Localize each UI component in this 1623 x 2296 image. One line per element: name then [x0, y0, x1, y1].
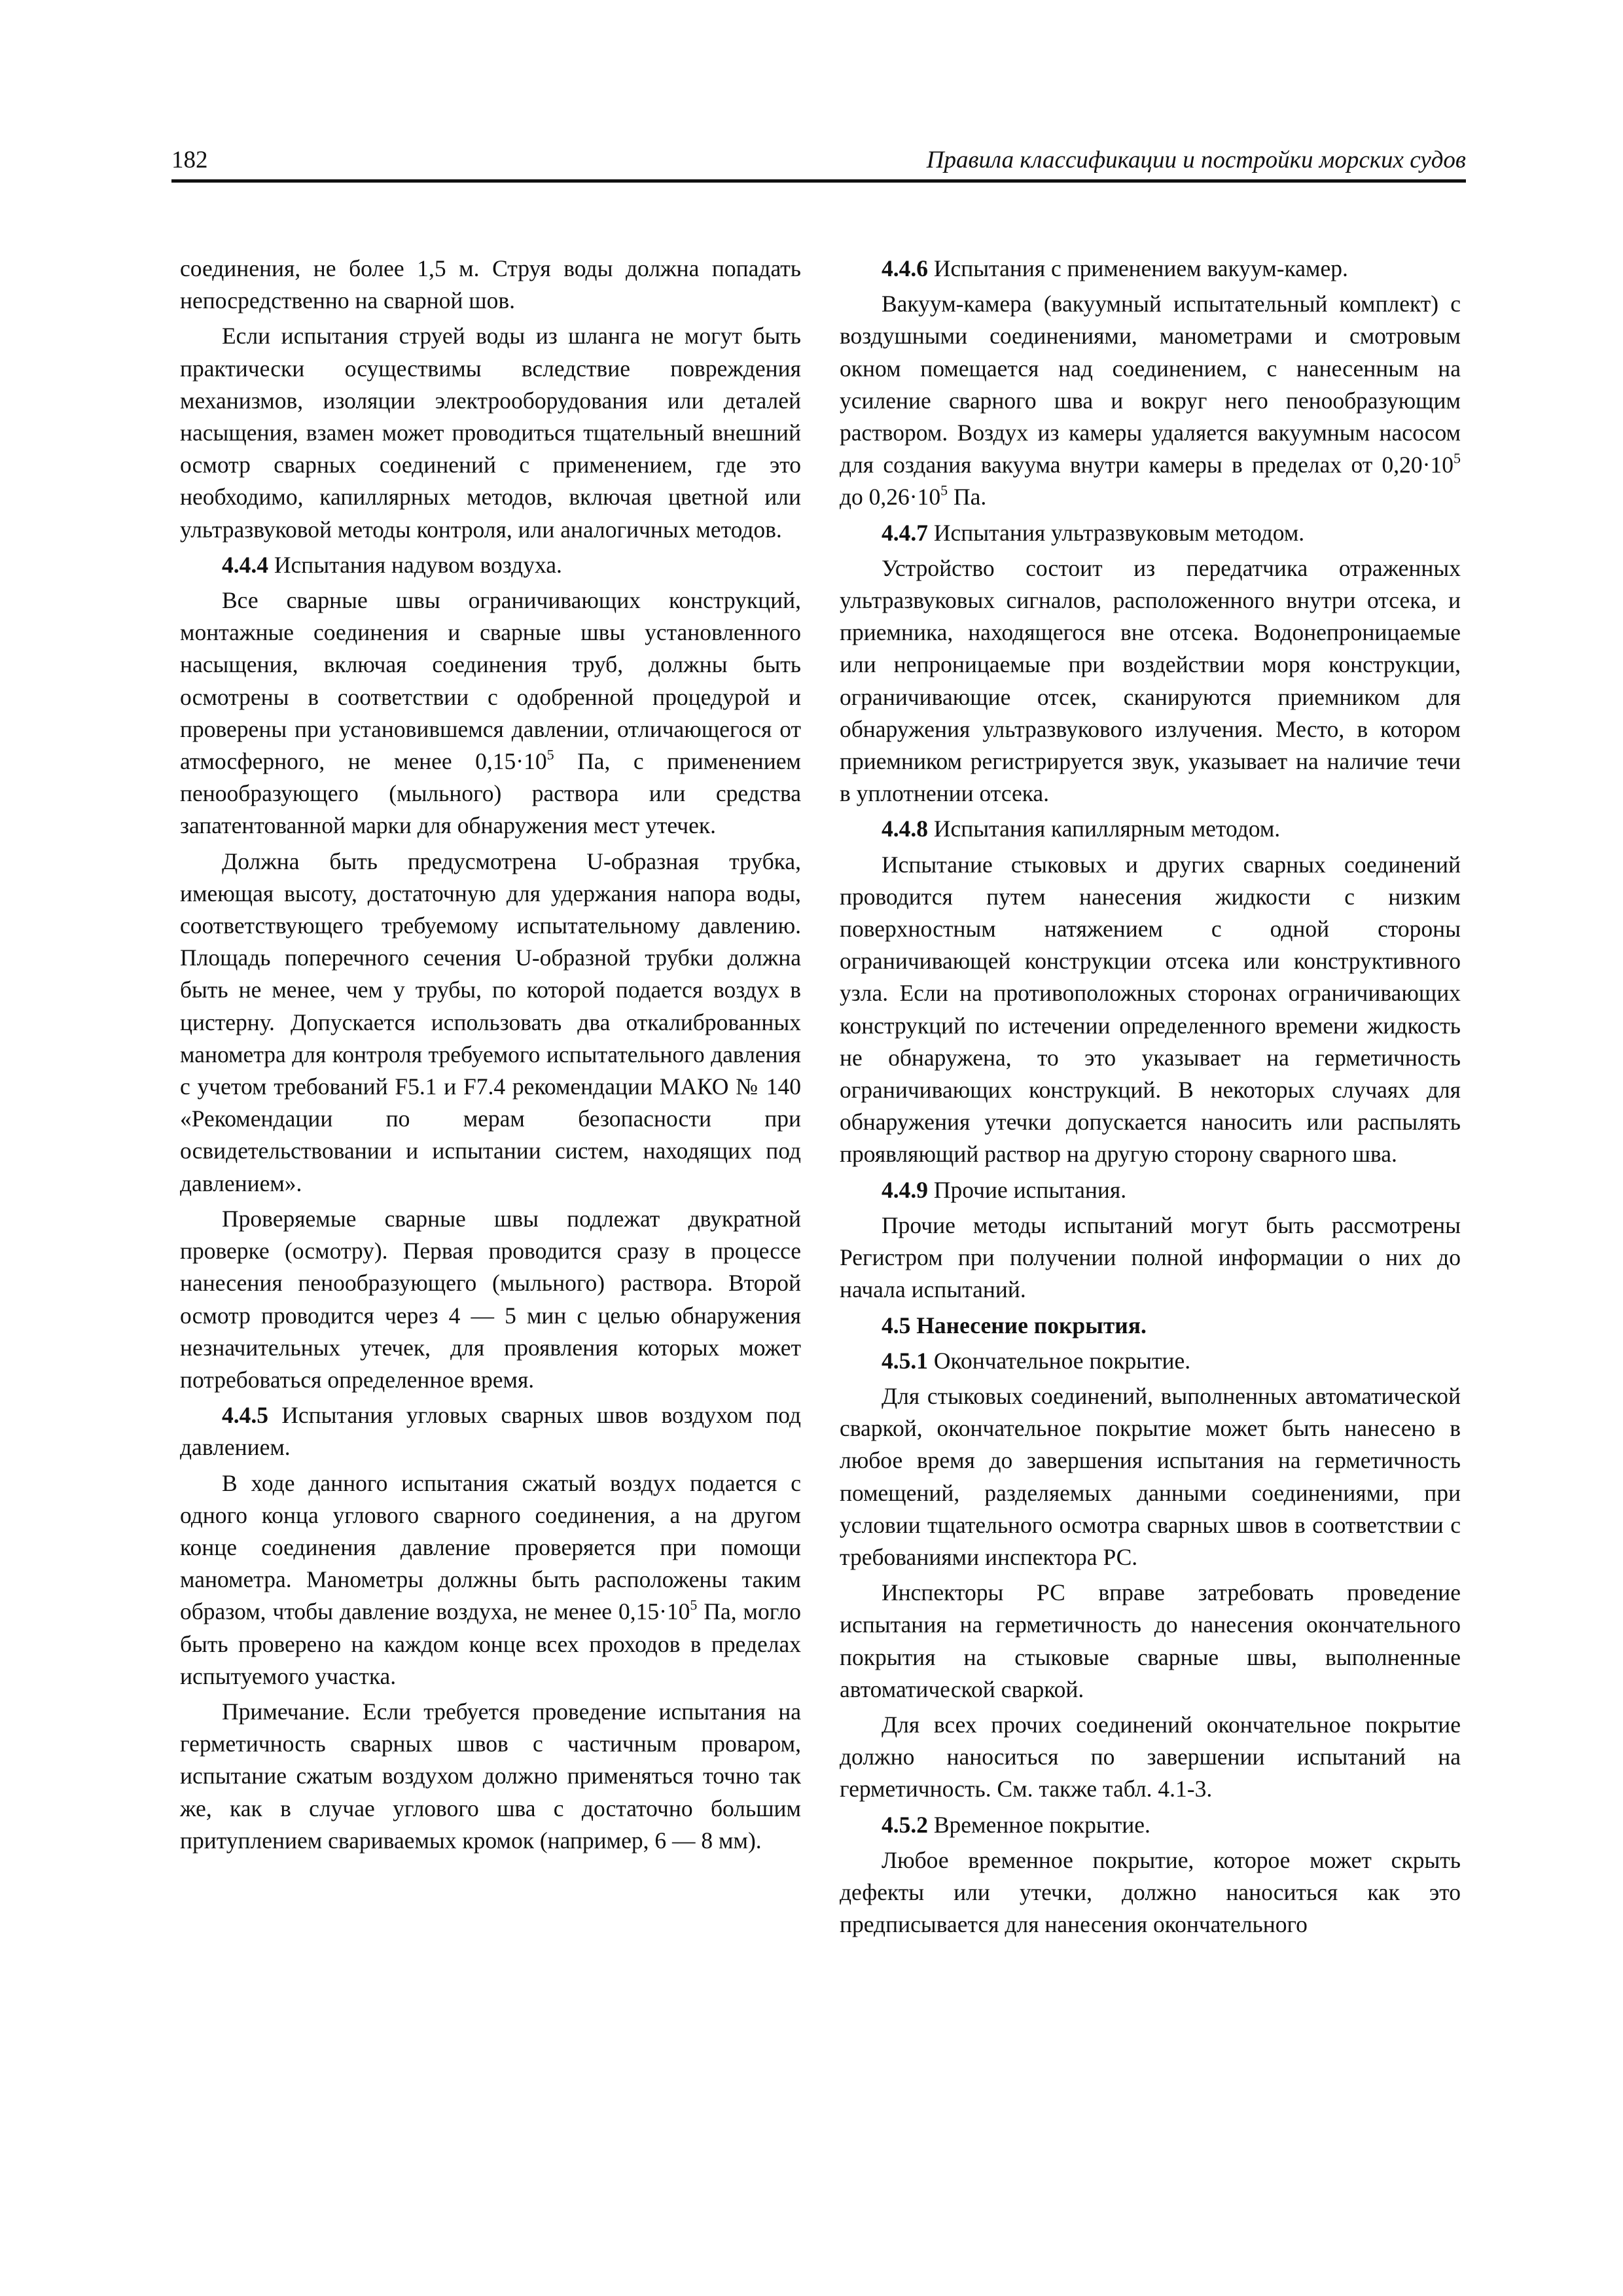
section-number: 4.4.8	[882, 816, 928, 842]
section-heading-4-4-6	[840, 253, 1461, 285]
paragraph: Испытание стыковых и других сварных соединений проводится путем нанесения жидкости с низким поверхностным натяжением с одной стороны ограничивающей конструкции отсека или конструктивного узла. Если на противоположных сторонах ограничивающих конструкций по истечении определенного времени жидкость не обнаружена, то это указывает на герметичность ограничивающих конструкций. В некоторых случаях для обнаружения утечки допускается наносить или распылять проявляющий раствор на другую сторону сварного шва.	[840, 851, 1461, 1168]
section-number: 4.5.2	[882, 1811, 928, 1838]
section-number: 4.4.6	[882, 255, 928, 281]
section-title: Испытания капиллярным методом.	[928, 816, 1281, 842]
paragraph: Все сварные швы ограничивающих конструкций, монтажные соединения и сварные швы установленного насыщения, включая соединения труб, должны быть осмотрены в соответствии с одобренной процедурой и проверены при установившемся давлении, отличающегося от атмосферного, не менее $0,15\cdot 10^5$ Па, с применением пенообразующего (мыльного) раствора или средства запатентованной марки для обнаружения мест утечек.	[180, 587, 802, 839]
section-title: Испытания ультразвуковым методом.	[928, 519, 1305, 546]
section-heading-4-4-8	[840, 813, 1461, 845]
section-heading-4-5: 4.5 Нанесение покрытия.	[882, 1312, 1147, 1338]
section-number: 4.5.1	[882, 1347, 928, 1374]
paragraph: Проверяемые сварные швы подлежат двукратной проверке (осмотру). Первая проводится сразу в процессе нанесения пенообразующего (мыльного) раствора. Второй осмотр проводится через 4 — 5 мин с целью обнаружения незначительных утечек, для проявления которых может потребоваться определенное время.	[180, 1205, 801, 1393]
paragraph: Любое временное покрытие, которое может скрыть дефекты или утечки, должно наноситься как это предписывается для нанесения окончательного	[840, 1846, 1461, 1938]
paragraph: Вакуум-камера (вакуумный испытательный комплект) с воздушными соединениями, манометрами и смотровым окном помещается над соединением, с нанесенным на усиление сварного шва и вокруг него пенообразующим раствором. Воздух из камеры удаляется вакуумным насосом для создания вакуума внутри камеры в пределах от $0,20\cdot 10^5$ до $0,26\cdot 10^5$ Па.	[840, 291, 1461, 511]
section-title: Прочие испытания.	[928, 1176, 1127, 1203]
paragraph: соединения, не более 1,5 м. Струя воды должна попадать непосредственно на сварной шов.	[180, 255, 801, 314]
section-number: 4.4.9	[882, 1176, 928, 1203]
section-title: Испытания надувом воздуха.	[268, 551, 562, 578]
paragraph: Если испытания струей воды из шланга не могут быть практически осуществимы вследствие повреждения механизмов, изоляции электрооборудования или деталей насыщения, взамен может проводиться тщательный внешний осмотр сварных соединений с применением, где это необходимо, капиллярных методов, включая цветной или ультразвуковой методы контроля, или аналогичных методов.	[180, 323, 801, 543]
note-paragraph: Примечание. Если требуется проведение испытания на герметичность сварных швов с частичным проваром, испытание сжатым воздухом должно применяться точно так же, как в случае углового шва с достаточно большим притуплением свариваемых кромок (например, 6 — 8 мм).	[180, 1698, 801, 1854]
paragraph: Для всех прочих соединений окончательное покрытие должно наноситься по завершении испытаний на герметичность. См. также табл. 4.1-3.	[840, 1711, 1461, 1803]
paragraph: Прочие методы испытаний могут быть рассмотрены Регистром при получении полной информации о них до начала испытаний.	[840, 1211, 1461, 1303]
running-title: Правила классификации и постройки морских судов	[926, 147, 1466, 173]
section-heading-4-5-2	[840, 1809, 1461, 1841]
paragraph: Должна быть предусмотрена U-образная трубка, имеющая высоту, достаточную для удержания напора воды, соответствующего требуемому испытательному давлению. Площадь поперечного сечения U-образной трубки должна быть не менее, чем у трубы, по которой подается воздух в цистерну. Допускается использовать два откалиброванных манометра для контроля требуемого испытательного давления с учетом требований F5.1 и F7.4 рекомендации МАКО № 140 «Рекомендации по мерам безопасности при освидетельствовании и испытании систем, находящих под давлением».	[180, 848, 801, 1196]
paragraph: Устройство состоит из передатчика отраженных ультразвуковых сигналов, расположенного внутри отсека, и приемника, находящегося вне отсека. Водонепроницаемые или непроницаемые при воздействии моря конструкции, ограничивающие отсек, сканируются приемником для обнаружения ультразвукового излучения. Место, в котором приемником регистрируется звук, указывает на наличие течи в уплотнении отсека.	[840, 554, 1461, 807]
left-column	[180, 253, 801, 1860]
section-heading-4-5-1	[840, 1345, 1461, 1377]
paragraph: Инспекторы РС вправе затребовать проведение испытания на герметичность до нанесения окончательного покрытия на стыковые сварные швы, выполненные автоматической сваркой.	[840, 1579, 1461, 1702]
section-number: 4.4.7	[882, 519, 928, 546]
section-heading-4-4-5	[180, 1399, 801, 1463]
section-title: Временное покрытие.	[928, 1811, 1150, 1838]
section-title: Испытания угловых сварных швов воздухом под давлением.	[180, 1402, 801, 1461]
section-title: Окончательное покрытие.	[928, 1347, 1191, 1374]
section-number: 4.4.5	[222, 1402, 268, 1429]
right-column	[840, 253, 1461, 1944]
section-number: 4.4.4	[222, 551, 268, 578]
paragraph: Для стыковых соединений, выполненных автоматической сваркой, окончательное покрытие может быть нанесено в любое время до завершения испытания на герметичность помещений, разделяемых данными соединениями, при условии тщательного осмотра сварных швов в соответствии с требованиями инспектора РС.	[840, 1382, 1461, 1570]
section-heading-4-4-9	[840, 1174, 1461, 1206]
page-number: 182	[171, 147, 208, 173]
page-header	[171, 145, 1466, 183]
section-heading-4-4-7	[840, 517, 1461, 549]
section-heading-4-4-4	[180, 549, 801, 581]
section-title: Испытания с применением вакуум-камер.	[928, 255, 1348, 281]
paragraph: В ходе данного испытания сжатый воздух подается с одного конца углового сварного соединения, а на другом конце соединения давление проверяется при помощи манометра. Манометры должны быть расположены таким образом, чтобы давление воздуха, не менее $0,15\cdot 10^5$ Па, могло быть проверено на каждом конце всех проходов в пределах испытуемого участка.	[180, 1469, 801, 1689]
